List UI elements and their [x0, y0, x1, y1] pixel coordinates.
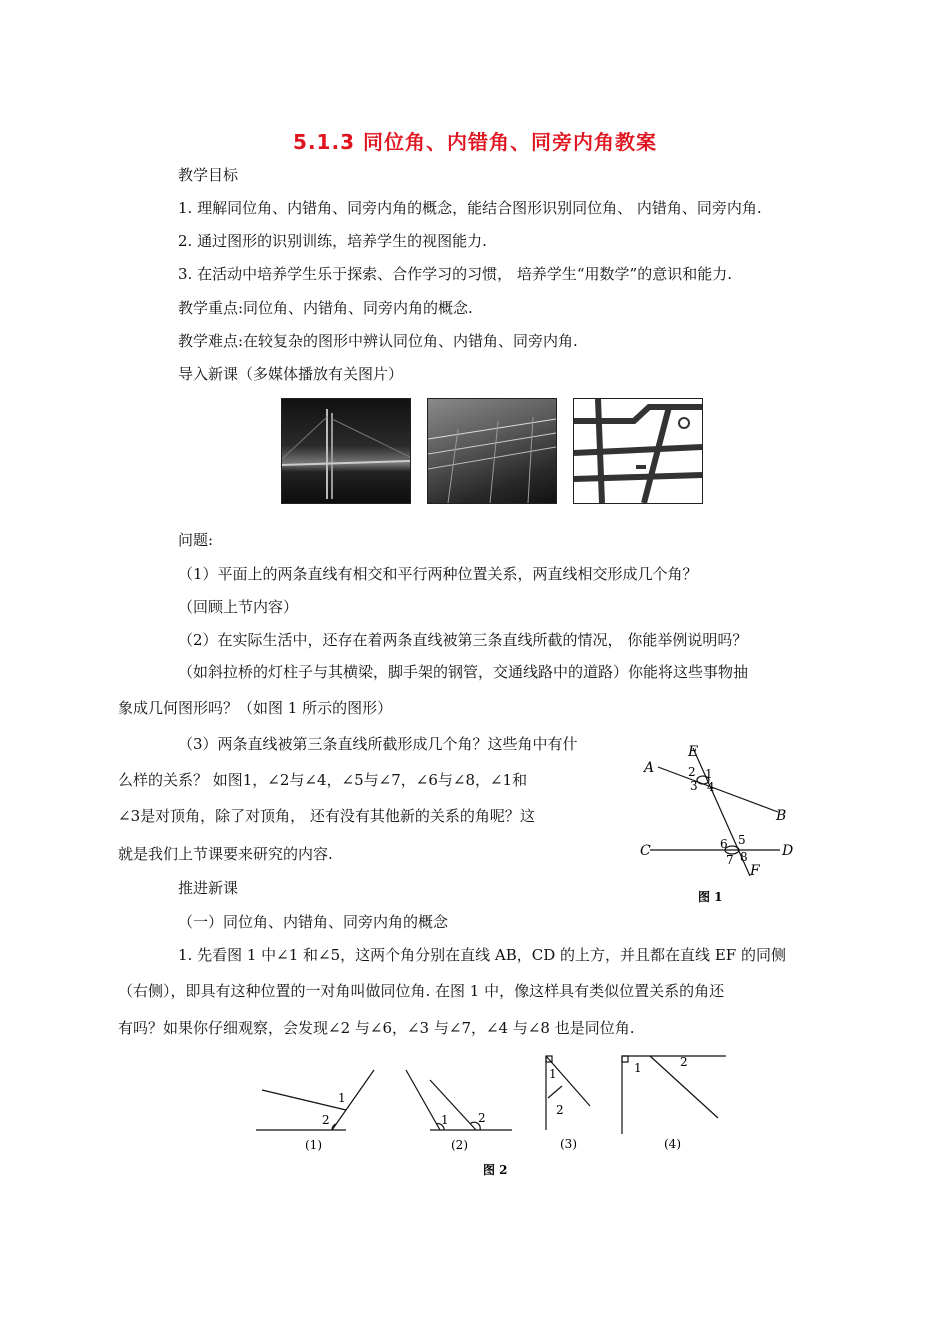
bridge-photo — [281, 398, 411, 504]
question-1: （1）平面上的两条直线有相交和平行两种位置关系，两直线相交形成几个角？ — [178, 565, 698, 583]
road-map-photo — [573, 398, 703, 504]
question-3-line-2: 么样的关系？ 如图1，∠2与∠4，∠5与∠7，∠6与∠8，∠1和 — [118, 771, 528, 789]
objectives-heading: 教学目标 — [178, 166, 239, 184]
question-3-line-1: （3）两条直线被第三条直线所截形成几个角？这些角中有什 — [178, 735, 578, 753]
objective-3: 3. 在活动中培养学生乐于探索、合作学习的习惯， 培养学生“用数学”的意识和能力. — [178, 265, 732, 283]
question-heading: 问题: — [178, 531, 214, 549]
question-3-line-3: ∠3是对顶角，除了对顶角， 还有没有其他新的关系的角呢？这 — [118, 807, 535, 825]
new-lesson-heading: 推进新课 — [178, 879, 239, 897]
page-title: 5.1.3 同位角、内错角、同旁内角教案 — [293, 130, 657, 154]
fig2-subcaption-3: (3) — [560, 1137, 577, 1151]
fig2-3-angle-2: 2 — [556, 1103, 564, 1117]
fig1-label-B: B — [776, 808, 787, 824]
fig1-angle-4: 4 — [707, 780, 715, 794]
fig2-3-angle-1: 1 — [549, 1067, 557, 1081]
fig1-angle-8: 8 — [740, 850, 748, 864]
fig1-angle-1: 1 — [705, 767, 713, 781]
fig2-2-angle-2: 2 — [478, 1111, 486, 1125]
figure-1 — [630, 736, 810, 906]
bridge-photo-detail — [282, 399, 410, 503]
paragraph-1-line-1: 1. 先看图 1 中∠1 和∠5，这两个角分别在直线 AB，CD 的上方，并且都在直线 EF 的同侧 — [178, 946, 786, 964]
fig1-angle-2: 2 — [688, 765, 696, 779]
objective-1: 1. 理解同位角、内错角、同旁内角的概念，能结合图形识别同位角、 内错角、同旁内角. — [178, 199, 762, 217]
fig2-subcaption-1: (1) — [305, 1138, 322, 1152]
fig2-4-angle-2: 2 — [680, 1055, 688, 1069]
fig1-angle-6: 6 — [720, 837, 728, 851]
scaffold-photo — [427, 398, 557, 504]
scaffold-photo-detail — [428, 399, 556, 503]
question-2-line-3: 象成几何图形吗？（如图 1 所示的图形） — [118, 699, 393, 717]
section-1-heading: （一）同位角、内错角、同旁内角的概念 — [178, 913, 449, 931]
fig2-4-angle-1: 1 — [634, 1061, 642, 1075]
question-2-line-2: （如斜拉桥的灯柱子与其横梁，脚手架的钢管，交通线路中的道路）你能将这些事物抽 — [178, 663, 749, 681]
road-map-detail — [574, 399, 702, 503]
key-point: 教学重点:同位角、内错角、同旁内角的概念. — [178, 299, 473, 317]
fig1-angle-5: 5 — [738, 833, 746, 847]
fig2-1-angle-2: 2 — [322, 1113, 330, 1127]
question-1-note: （回顾上节内容） — [178, 598, 299, 616]
question-3-line-4: 就是我们上节课要来研究的内容. — [118, 845, 333, 863]
fig1-label-C: C — [640, 843, 651, 859]
question-2-line-1: （2）在实际生活中，还存在着两条直线被第三条直线所截的情况， 你能举例说明吗？ — [178, 631, 748, 649]
fig1-angle-7: 7 — [726, 853, 734, 867]
fig1-label-F: F — [750, 863, 760, 879]
objective-2: 2. 通过图形的识别训练，培养学生的视图能力. — [178, 232, 487, 250]
fig1-label-A: A — [644, 760, 655, 776]
fig1-angle-3: 3 — [690, 779, 698, 793]
intro-heading: 导入新课（多媒体播放有关图片） — [178, 365, 404, 383]
paragraph-1-line-2: （右侧），即具有这种位置的一对角叫做同位角. 在图 1 中，像这样具有类似位置关系的角还 — [118, 982, 725, 1000]
fig2-2-angle-1: 1 — [441, 1113, 449, 1127]
fig2-1-angle-1: 1 — [338, 1091, 346, 1105]
fig1-label-D: D — [782, 843, 794, 859]
fig1-caption: 图 1 — [698, 890, 723, 904]
fig1-label-E: E — [688, 744, 699, 760]
fig2-caption: 图 2 — [483, 1163, 508, 1177]
figure-2 — [250, 1050, 750, 1180]
fig2-subcaption-2: (2) — [451, 1138, 468, 1152]
paragraph-1-line-3: 有吗？如果你仔细观察，会发现∠2 与∠6，∠3 与∠7，∠4 与∠8 也是同位角. — [118, 1019, 635, 1037]
fig2-subcaption-4: (4) — [664, 1137, 681, 1151]
difficulty: 教学难点:在较复杂的图形中辨认同位角、内错角、同旁内角. — [178, 332, 578, 350]
